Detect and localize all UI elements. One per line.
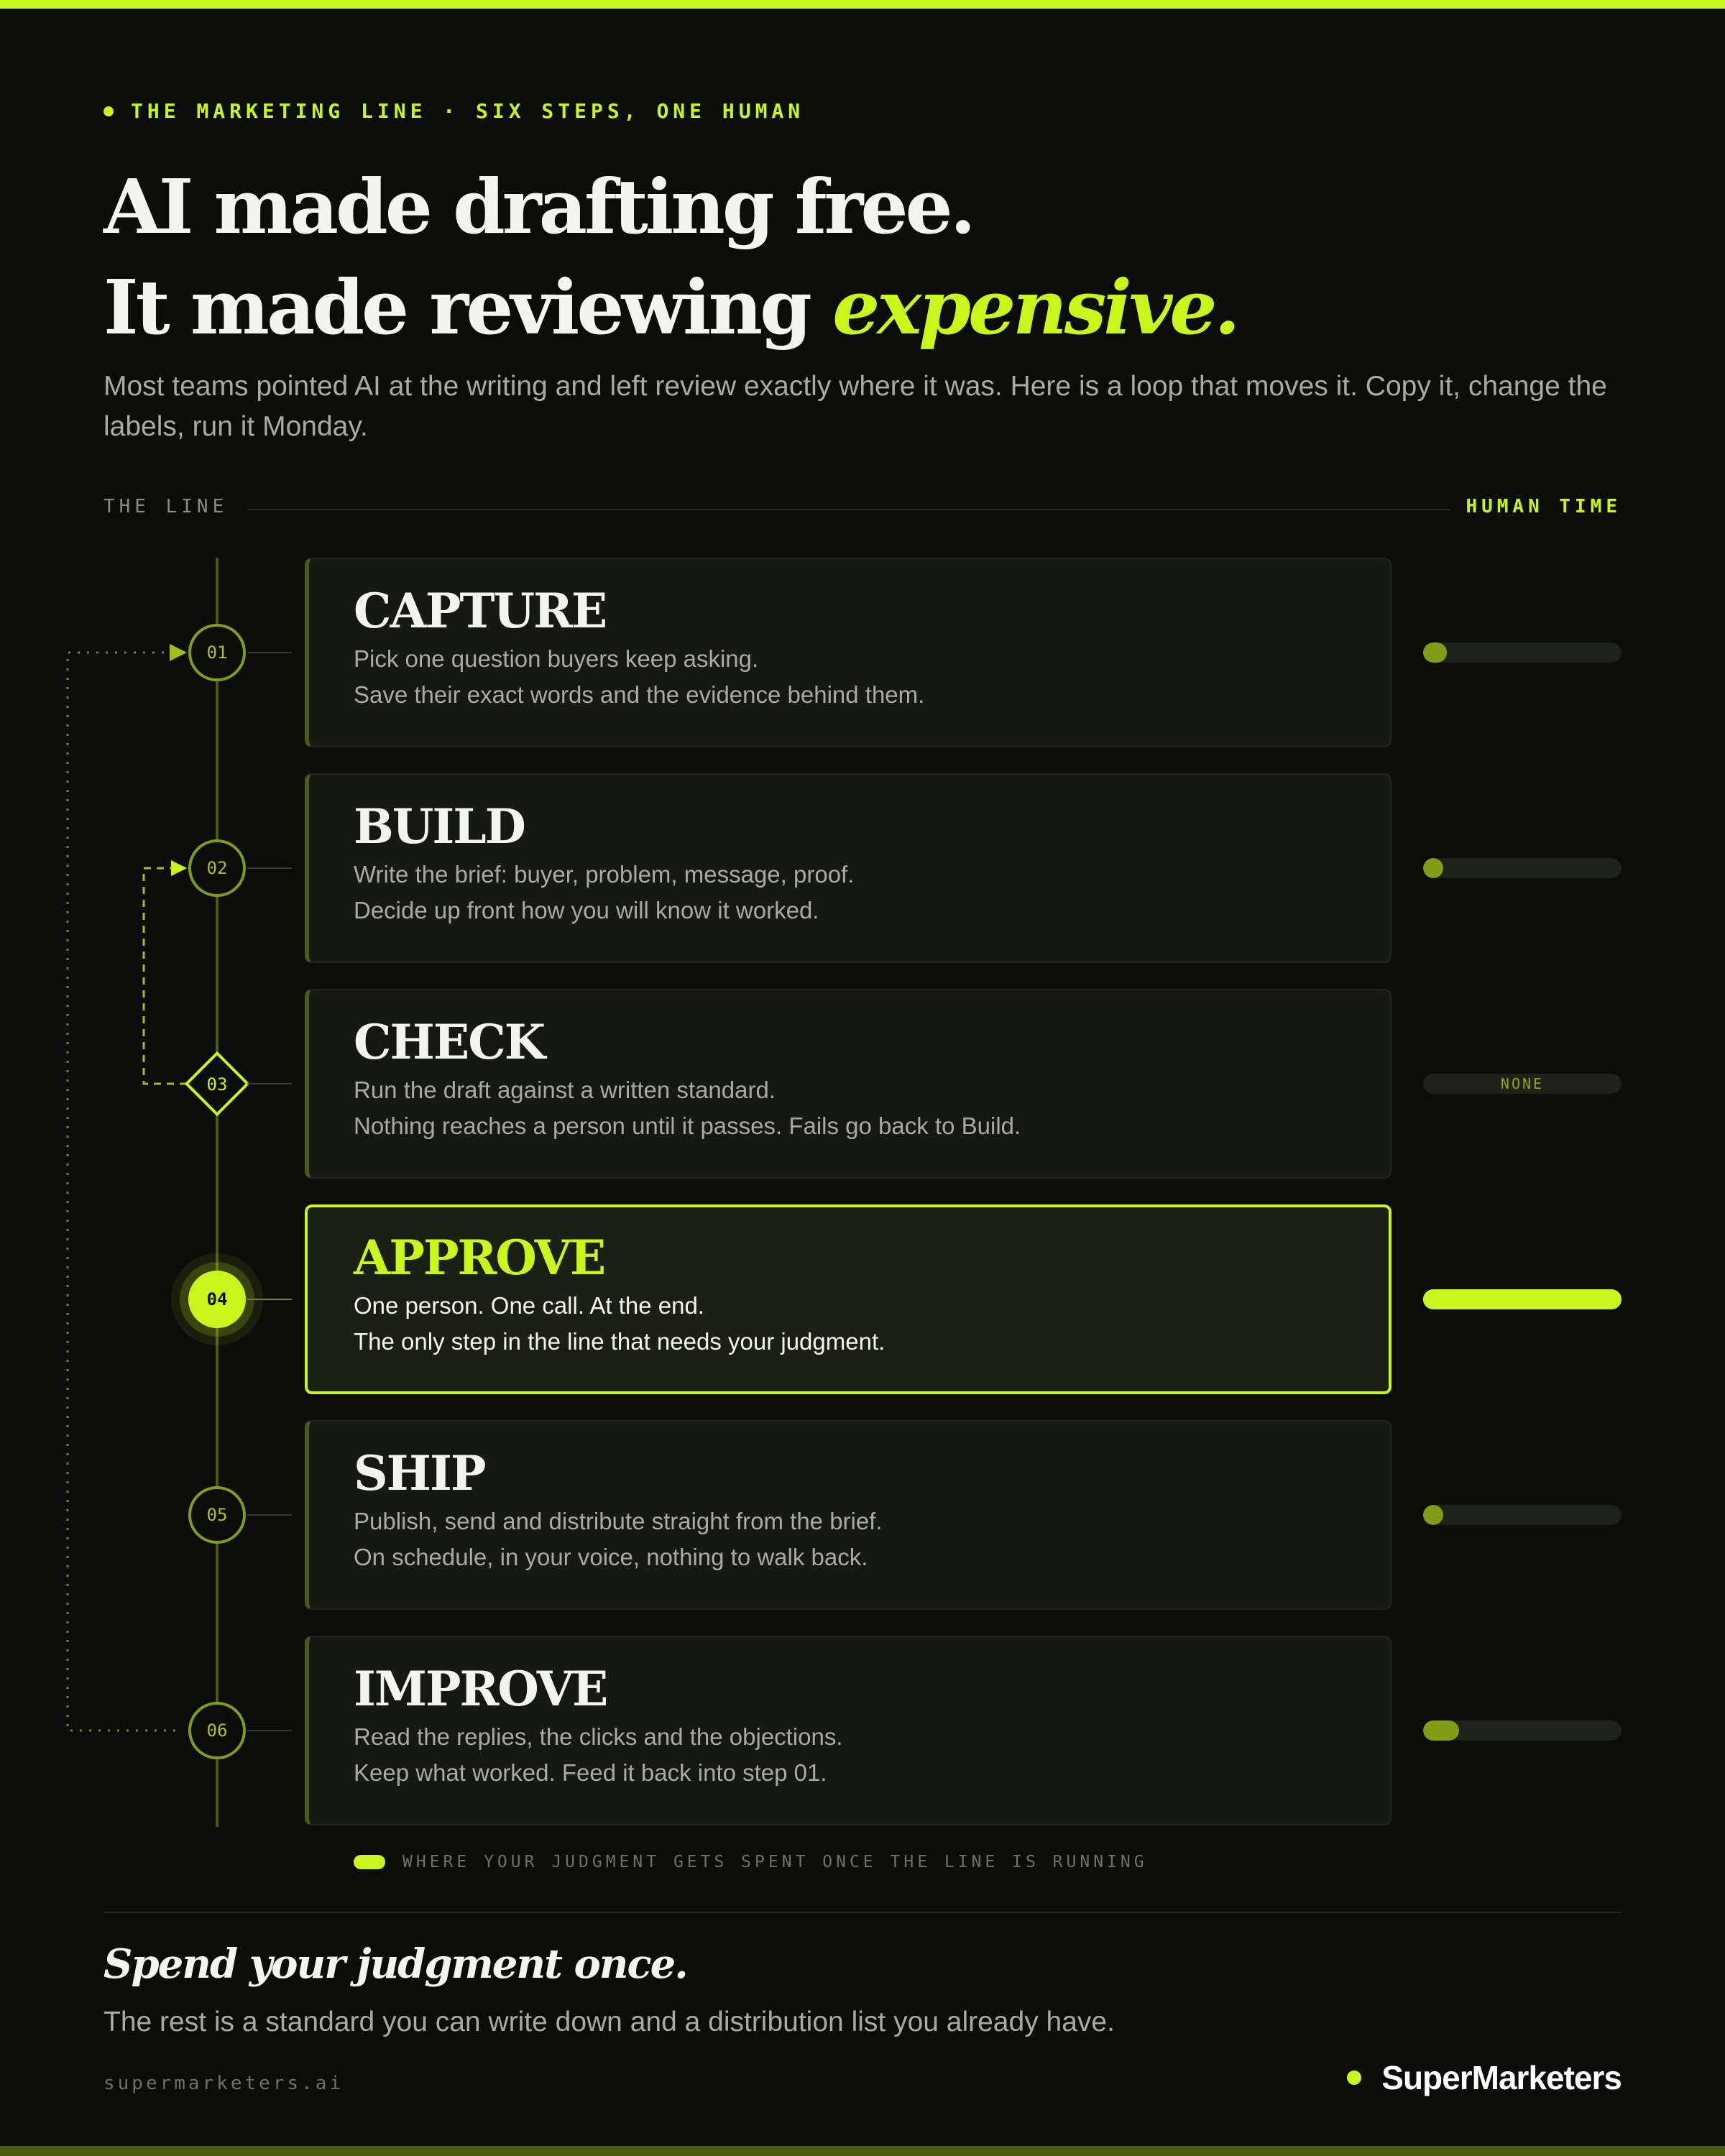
step-text-2: On schedule, in your voice, nothing to walk back.	[354, 1544, 868, 1570]
human-time-fill	[1423, 1720, 1459, 1741]
human-time-label: HUMAN TIME	[1466, 496, 1622, 517]
step-text-1: Pick one question buyers keep asking.	[354, 645, 759, 672]
step-title: BUILD	[354, 798, 525, 854]
step-node-06: 06	[188, 1702, 246, 1759]
footer-divider	[104, 1912, 1622, 1913]
human-time-fill	[1423, 642, 1447, 663]
human-time-none-label: NONE	[1500, 1075, 1545, 1092]
lede: Most teams pointed AI at the writing and left review exactly where it was. Here is a loop that moves it. Copy it, change the labels, run it Monday.	[104, 371, 1607, 442]
step-text-1: Run the draft against a written standard.	[354, 1077, 776, 1103]
step-title: SHIP	[354, 1445, 485, 1501]
step-title: IMPROVE	[354, 1661, 607, 1717]
step-text-2: Save their exact words and the evidence behind them.	[354, 681, 925, 708]
fail-loop-path	[144, 868, 187, 1084]
step-text-1: Write the brief: buyer, problem, message, proof.	[354, 861, 855, 888]
step-card-capture	[305, 558, 1392, 747]
step-connector	[247, 1514, 292, 1516]
step-text-2: Decide up front how you will know it worked.	[354, 897, 819, 923]
step-card-approve	[305, 1204, 1392, 1394]
human-time-fill	[1423, 1505, 1443, 1525]
step-connector	[247, 1083, 292, 1084]
step-card-build	[305, 773, 1392, 963]
legend	[354, 1853, 1148, 1871]
step-node-01: 01	[188, 624, 246, 681]
human-time-fill	[1423, 858, 1443, 878]
step-node-03: 03	[206, 1074, 228, 1095]
legend-text: WHERE YOUR JUDGMENT GETS SPENT ONCE THE LINE IS RUNNING	[402, 1853, 1148, 1871]
step-text-1: One person. One call. At the end.	[354, 1292, 704, 1319]
feedback-loop-path	[68, 653, 175, 1731]
step-title: APPROVE	[354, 1230, 605, 1286]
footer-url[interactable]: supermarketers.ai	[104, 2073, 344, 2094]
step-card-improve	[305, 1636, 1392, 1825]
step-text-2: The only step in the line that needs your judgment.	[354, 1328, 886, 1355]
legend-swatch-icon	[354, 1855, 385, 1869]
brand-logo	[1347, 2058, 1622, 2097]
brand-name: SuperMarketers	[1381, 2059, 1622, 2096]
human-time-bar-04	[1423, 1289, 1622, 1309]
human-time-bar-02	[1423, 858, 1622, 878]
closing-subtitle: The rest is a standard you can write down and a distribution list you already have.	[104, 2007, 1115, 2037]
step-node-02: 02	[188, 839, 246, 897]
step-text-1: Publish, send and distribute straight from the brief.	[354, 1508, 883, 1534]
fail-arrow-icon	[171, 860, 187, 876]
timeline-spine	[216, 558, 218, 1827]
headline-accent: expensive.	[832, 263, 1238, 351]
step-title: CHECK	[354, 1014, 545, 1070]
step-card-check	[305, 989, 1392, 1179]
step-card-ship	[305, 1420, 1392, 1610]
human-time-bar-01	[1423, 642, 1622, 663]
step-title: CAPTURE	[354, 583, 607, 639]
step-connector	[247, 652, 292, 653]
brand-dot-icon	[1347, 2070, 1361, 2085]
human-time-bar-03	[1423, 1074, 1622, 1094]
step-text-1: Read the replies, the clicks and the objections.	[354, 1723, 843, 1750]
bottom-accent-bar	[0, 2146, 1725, 2156]
closing-title: Spend your judgment once.	[104, 1940, 687, 1988]
step-node-04: 04	[188, 1271, 246, 1328]
headline-line-2: It made reviewing	[104, 263, 809, 351]
human-time-bar-06	[1423, 1720, 1622, 1741]
step-connector	[247, 867, 292, 869]
human-time-bar-05	[1423, 1505, 1622, 1525]
headline-line-1: AI made drafting free.	[104, 162, 973, 251]
step-text-2: Keep what worked. Feed it back into step 01.	[354, 1759, 827, 1786]
step-node-05: 05	[188, 1486, 246, 1544]
eyebrow-text: THE MARKETING LINE · SIX STEPS, ONE HUMAN	[131, 99, 805, 123]
step-text-2: Nothing reaches a person until it passes. Fails go back to Build.	[354, 1112, 1021, 1139]
feedback-arrow-icon	[170, 644, 187, 661]
human-time-fill	[1423, 1289, 1622, 1309]
step-connector	[247, 1730, 292, 1731]
line-label: THE LINE	[104, 496, 229, 517]
step-connector	[247, 1299, 292, 1300]
